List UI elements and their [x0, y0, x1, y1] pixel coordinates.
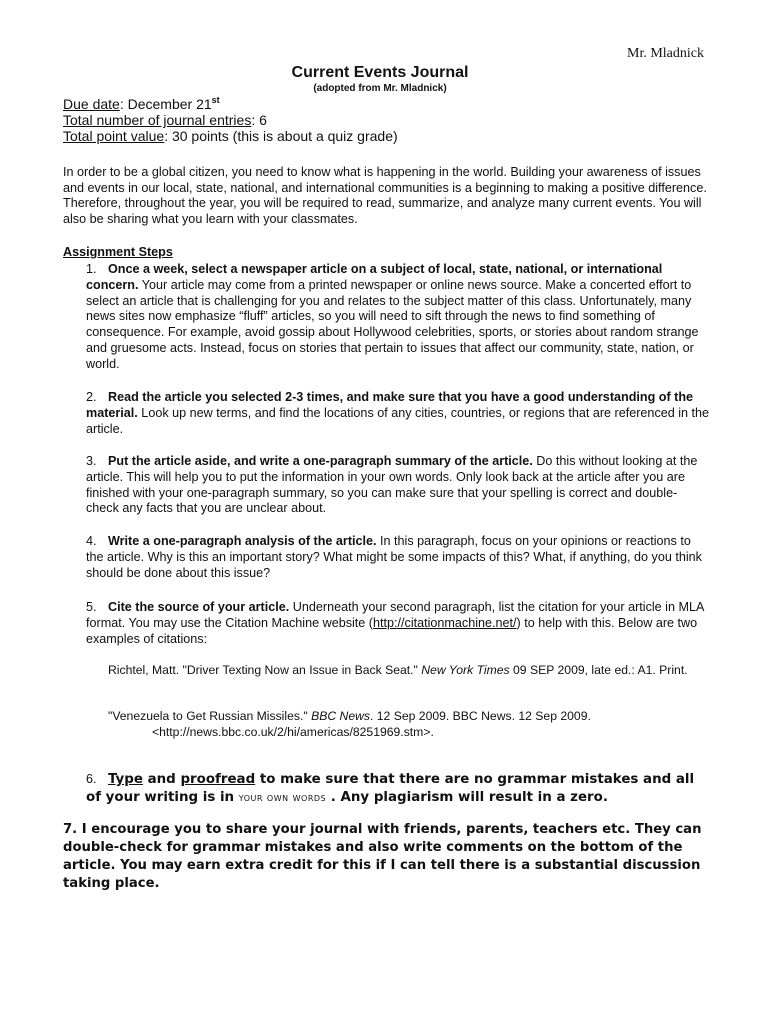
- step-7: 7. I encourage you to share your journal with friends, parents, teachers etc. They can double-check for grammar mistakes and also write comments on the bottom of the article. You may earn extra credit for this if I can tell there is a substantial discussion taking place.: [63, 822, 702, 891]
- step-text: to make sure that there are no grammar mistakes and all of your writing is in: [86, 772, 695, 805]
- step-4: [86, 534, 710, 581]
- due-date-line: [63, 96, 398, 112]
- step-2: [86, 390, 710, 437]
- points-label: Total point value: [63, 128, 165, 144]
- step-3: [86, 454, 710, 517]
- step-lead: Read the article you selected 2-3 times, and make sure that you have a good understanding of the material.: [86, 390, 694, 420]
- citation-details: . 12 Sep 2009. BBC News. 12 Sep 2009. <http://news.bbc.co.uk/2/hi/americas/8251969.stm>.: [152, 709, 591, 739]
- own-words: your own words: [238, 791, 327, 804]
- step-text: Your article may come from a printed newspaper or online news source. Make a concerted effort to select an article that is challenging for you and relates to the subject matter of this class. Unfortunately, many news sites now emphasize “fluff” articles, so you will need to sift through the news to find something of consequence. For example, avoid gossip about Hollywood celebrities, sports, or stories about random strange and gruesome acts. Instead, focus on stories that pertain to issues that affect our community, state, nation, or world.: [86, 277, 699, 371]
- citation-source: New York Times: [421, 663, 510, 677]
- citation-machine-link[interactable]: http://citationmachine.net/: [373, 615, 517, 630]
- step-number: 3.: [86, 454, 97, 468]
- page-title: Current Events Journal: [291, 64, 469, 81]
- entries-line: [63, 112, 398, 128]
- due-date-value: : December 21: [119, 96, 212, 112]
- step-6: [86, 770, 706, 807]
- step-1: [86, 262, 710, 373]
- step-lead: Write a one-paragraph analysis of the article.: [108, 534, 377, 548]
- due-date-label: Due date: [63, 96, 120, 112]
- type-word: Type: [108, 772, 143, 787]
- step-number: 4.: [86, 534, 97, 548]
- step-number: 2.: [86, 390, 97, 404]
- and-word: and: [142, 772, 181, 787]
- points-value: : 30 points (this is about a quiz grade): [164, 128, 398, 144]
- step-5: [86, 600, 710, 647]
- citation-text: Richtel, Matt. "Driver Texting Now an Issue in Back Seat.": [108, 663, 422, 677]
- step-lead: Once a week, select a newspaper article on a subject of local, state, national, or international concern.: [86, 262, 663, 292]
- assignment-meta: [63, 96, 398, 144]
- step-text-end: ) to help with this. Below are two examples of citations:: [86, 615, 698, 646]
- step-lead: Put the article aside, and write a one-paragraph summary of the article.: [108, 454, 533, 468]
- citation-example-2: [108, 709, 752, 740]
- step-number: 5.: [86, 600, 97, 614]
- intro-paragraph: In order to be a global citizen, you need to know what is happening in the world. Building your awareness of issues and events in our local, state, national, and international communities is a beginning to making a positive difference. Therefore, throughout the year, you will be required to read, summarize, and analyze many current events. You will also be sharing what you learn with your classmates.: [63, 165, 707, 226]
- step-lead: Cite the source of your article.: [108, 600, 290, 614]
- step-text: Look up new terms, and find the locations of any cities, countries, or regions that are referenced in the article.: [86, 405, 710, 436]
- step-number: 6.: [86, 772, 97, 786]
- entries-value: : 6: [251, 112, 267, 128]
- steps-heading: Assignment Steps: [63, 245, 173, 259]
- entries-label: Total number of journal entries: [63, 112, 252, 128]
- citation-text: "Venezuela to Get Russian Missiles.": [108, 709, 312, 723]
- author-name: Mr. Mladnick: [627, 46, 704, 61]
- step-text: Do this without looking at the article. This will help you to put the information in your own words. Only look back at the article after you are finished with your one-paragraph summary, so you can make sure that your spelling is correct and double-check any facts that you are unclear about.: [86, 454, 698, 516]
- points-line: [63, 128, 398, 144]
- step-text: In this paragraph, focus on your opinions or reactions to the article. Why is this an important story? What might be some impacts of this? What, if anything, do you think should be done about this issue?: [86, 534, 702, 580]
- proofread-word: proofread: [180, 772, 256, 787]
- citation-example-1: [108, 663, 752, 679]
- due-date-suffix: st: [211, 95, 220, 105]
- page-subtitle: (adopted from Mr. Mladnick): [313, 83, 447, 94]
- step-number: 1.: [86, 262, 97, 276]
- citation-source: BBC News: [311, 709, 370, 723]
- step-text-end: . Any plagiarism will result in a zero.: [326, 790, 608, 805]
- step-text: Underneath your second paragraph, list the citation for your article in MLA format. You may use the Citation Machine website (: [86, 600, 704, 630]
- citation-details: 09 SEP 2009, late ed.: A1. Print.: [509, 663, 688, 677]
